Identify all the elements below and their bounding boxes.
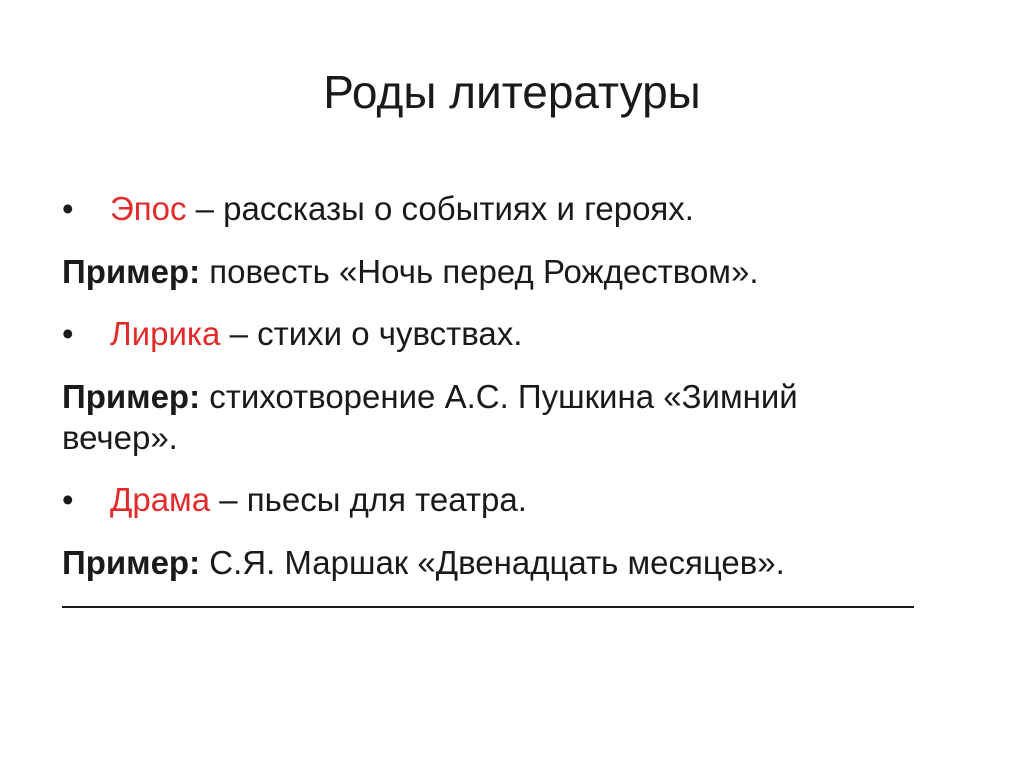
example-text: С.Я. Маршак «Двенадцать месяцев». xyxy=(200,544,785,581)
slide-title: Роды литературы xyxy=(323,66,701,118)
bullet-dot: • xyxy=(62,190,74,227)
bullet-dot: • xyxy=(62,315,74,352)
example-lirika xyxy=(62,376,962,417)
example-lirika-continuation: вечер». xyxy=(62,419,178,456)
term-description: – стихи о чувствах. xyxy=(220,315,523,352)
answer-underline xyxy=(62,606,914,608)
slide-content xyxy=(62,188,962,608)
example-text: стихотворение А.С. Пушкина «Зимний xyxy=(200,378,798,415)
example-label: Пример: xyxy=(62,378,201,415)
term-epos: Эпос xyxy=(110,190,187,227)
term-description: – пьесы для театра. xyxy=(210,481,527,518)
example-text: повесть «Ночь перед Рождеством». xyxy=(200,253,759,290)
example-drama xyxy=(62,542,962,583)
bullet-item-lirika xyxy=(62,313,962,354)
bullet-dot: • xyxy=(62,481,74,518)
example-label: Пример: xyxy=(62,544,201,581)
example-label: Пример: xyxy=(62,253,201,290)
bullet-item-drama xyxy=(62,479,962,520)
bullet-item-epos xyxy=(62,188,962,229)
term-description: – рассказы о событиях и героях. xyxy=(186,190,694,227)
term-drama: Драма xyxy=(110,481,211,518)
term-lirika: Лирика xyxy=(110,315,221,352)
example-epos xyxy=(62,251,962,292)
